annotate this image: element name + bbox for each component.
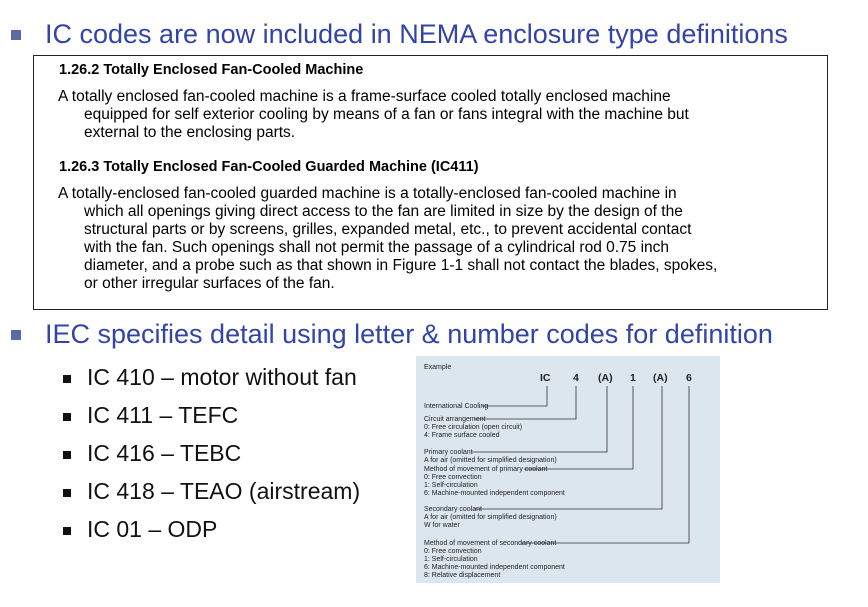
item-international-cooling: International Cooling	[424, 403, 489, 410]
item-circuit-opt: 0: Free circulation (open circuit)	[424, 424, 523, 431]
code-part-ic: IC	[540, 372, 551, 384]
heading-nema: IC codes are now included in NEMA enclosure type definitions	[45, 19, 788, 49]
list-bullet	[63, 451, 71, 459]
text-line: or other irregular surfaces of the fan.	[84, 275, 335, 292]
text-line: A totally-enclosed fan-cooled guarded machine is a totally-enclosed fan-cooled machine in	[58, 185, 677, 202]
heading-iec: IEC specifies detail using letter & number codes for definition	[45, 319, 773, 349]
item-secondary-movement-title: Method of movement of secondary coolant	[424, 540, 557, 547]
text-line: external to the enclosing parts.	[84, 124, 296, 141]
code-part-primary-movement: 1	[630, 372, 636, 384]
item-primary-movement-opt: 6: Machine-mounted independent component	[424, 490, 565, 497]
ic-example-item: IC 410 – motor without fan	[87, 364, 357, 390]
section-text-1-26-3	[58, 185, 717, 293]
list-bullet	[63, 413, 71, 421]
item-primary-movement-title: Method of movement of primary coolant	[424, 466, 548, 473]
list-bullet	[63, 375, 71, 383]
list-bullet	[63, 527, 71, 535]
code-part-secondary-coolant: (A)	[653, 372, 668, 384]
item-primary-movement-opt: 1: Self-circulation	[424, 482, 478, 489]
text-line: which all openings giving direct access to the fan are limited in size by the design of the	[84, 203, 683, 220]
code-part-primary-coolant: (A)	[598, 372, 613, 384]
heading-bullet	[11, 30, 21, 40]
text-line: equipped for self exterior cooling by means of a fan or fans integral with the machine but	[84, 106, 689, 123]
item-secondary-movement-opt: 8: Relative displacement	[424, 572, 501, 579]
ic-example-item: IC 01 – ODP	[87, 516, 218, 542]
ic-code-diagram-svg	[416, 356, 720, 583]
connector-circuit	[474, 386, 576, 419]
nema-definition-box	[33, 55, 828, 310]
section-title-1-26-3: 1.26.3 Totally Enclosed Fan-Cooled Guarded Machine (IC411)	[59, 159, 479, 175]
code-part-secondary-movement: 6	[686, 372, 692, 384]
ic-example-item: IC 416 – TEBC	[87, 440, 242, 466]
text-line: with the fan. Such openings shall not permit the passage of a cylindrical rod 0.75 inch	[84, 239, 670, 256]
text-line: A totally enclosed fan-cooled machine is a frame-surface cooled totally enclosed machine	[58, 88, 671, 105]
item-primary-coolant-opt: A for air (omitted for simplified designation)	[424, 457, 557, 464]
text-line: diameter, and a probe such as that shown in Figure 1-1 shall not contact the blades, spokes,	[84, 257, 718, 274]
item-primary-coolant-title: Primary coolant	[424, 449, 473, 456]
item-secondary-coolant-opt: A for air (omitted for simplified designation)	[424, 514, 557, 521]
heading-bullet	[11, 330, 21, 340]
list-bullet	[63, 489, 71, 497]
ic-code-diagram	[416, 356, 720, 583]
section-text-1-26-2	[58, 88, 689, 142]
ic-example-item: IC 411 – TEFC	[87, 402, 239, 428]
text-line: structural parts or by screens, grilles, expanded metal, etc., to prevent accidental contact	[84, 221, 692, 238]
connector-ic	[482, 386, 547, 406]
item-circuit-title: Circuit arrangement	[424, 416, 486, 423]
item-primary-movement-opt: 0: Free convection	[424, 474, 482, 481]
ic-example-item: IC 418 – TEAO (airstream)	[87, 478, 361, 504]
section-title-1-26-2: 1.26.2 Totally Enclosed Fan-Cooled Machine	[59, 62, 364, 78]
item-circuit-opt: 4: Frame surface cooled	[424, 432, 500, 439]
item-secondary-coolant-title: Secondary coolant	[424, 506, 482, 513]
item-secondary-coolant-opt: W for water	[424, 522, 460, 529]
code-part-circuit: 4	[573, 372, 579, 384]
item-secondary-movement-opt: 0: Free convection	[424, 548, 482, 555]
item-secondary-movement-opt: 6: Machine-mounted independent component	[424, 564, 565, 571]
diagram-example-label: Example	[424, 364, 452, 371]
item-secondary-movement-opt: 1: Self-circulation	[424, 556, 478, 563]
